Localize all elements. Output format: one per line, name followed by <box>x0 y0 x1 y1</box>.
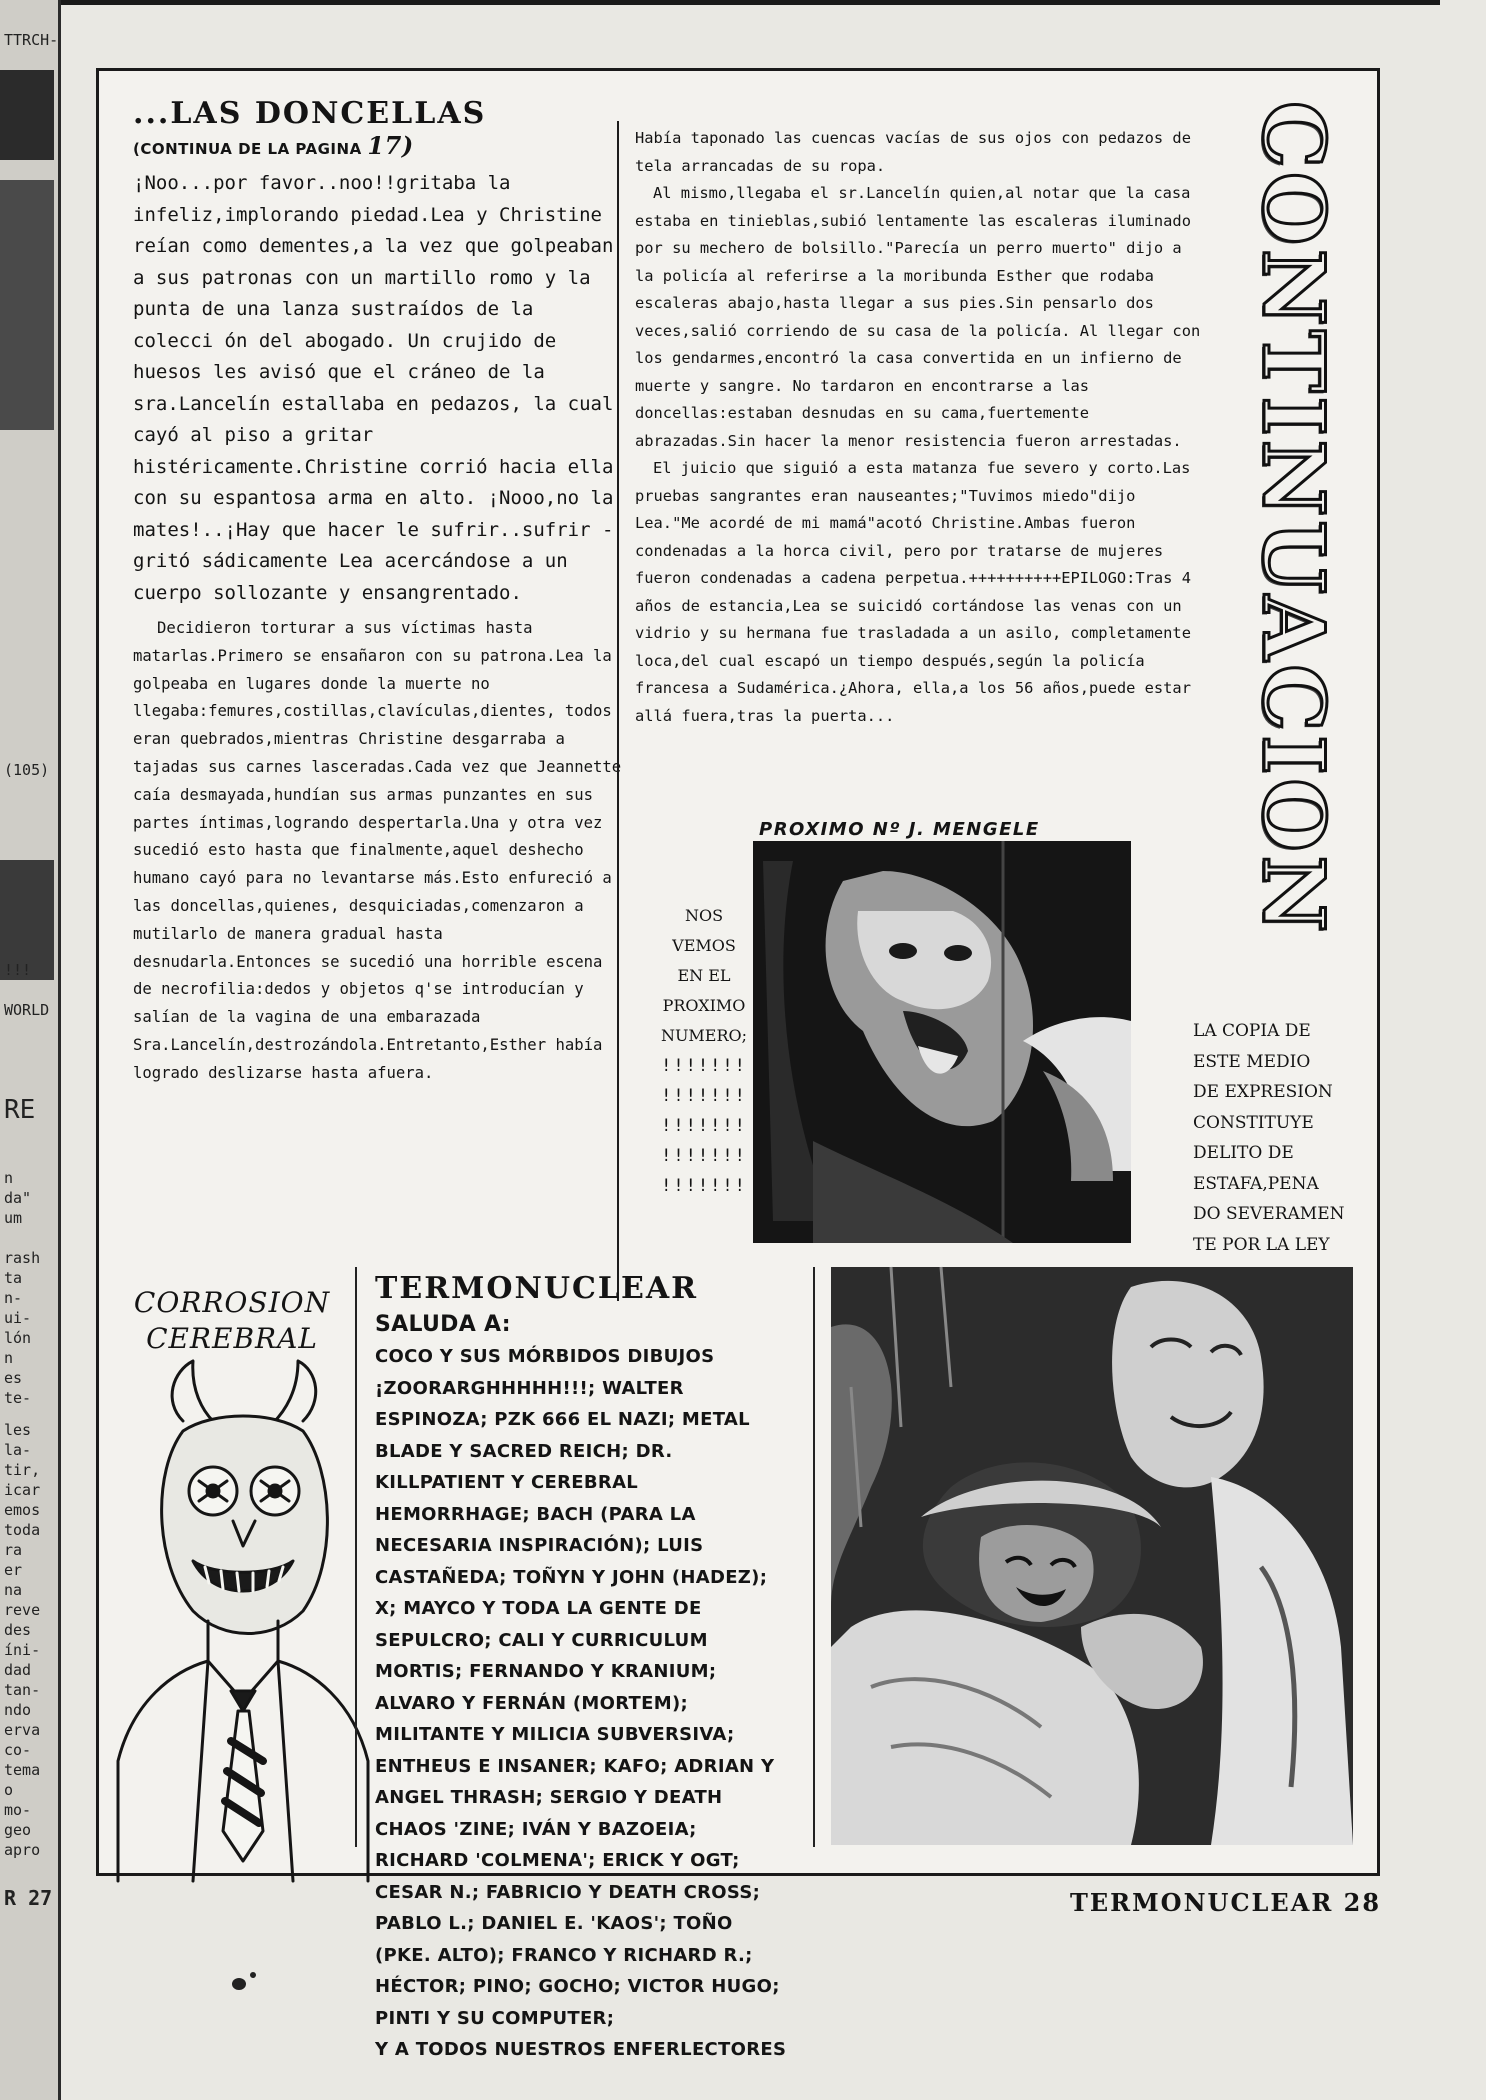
bleed-fragment: tir, <box>4 1461 41 1479</box>
horror-photo-art <box>753 841 1131 1243</box>
demon-cartoon-drawing <box>113 1361 373 1881</box>
bleed-fragment: es <box>4 1369 23 1387</box>
exclamation-bars: !!!!!!! <box>661 1116 747 1136</box>
bleed-fragment: apro <box>4 1841 41 1859</box>
bleed-fragment: mo- <box>4 1801 32 1819</box>
exclamation-bars: !!!!!!! <box>661 1086 747 1106</box>
bleed-fragment: n <box>4 1349 14 1367</box>
demon-cartoon <box>113 1361 373 1881</box>
bleed-fragment: la- <box>4 1441 32 1459</box>
bleed-fragment: um <box>4 1209 23 1227</box>
bleed-fragment: ta <box>4 1269 23 1287</box>
bleed-fragment: er <box>4 1561 23 1579</box>
greetings-title: TERMONUCLEAR <box>375 1271 699 1306</box>
see-you-next-issue <box>629 901 779 1201</box>
bleed-fragment: na <box>4 1581 23 1599</box>
bleed-fragment: WORLD <box>4 1001 50 1019</box>
notice-line: TE POR LA LEY <box>1193 1234 1330 1255</box>
bleed-fragment: te- <box>4 1389 32 1407</box>
bleed-fragment: lón <box>4 1329 32 1347</box>
see-you-line: VEMOS <box>672 936 736 955</box>
bleed-fragment: RE <box>4 1095 36 1125</box>
bleed-fragment: dad <box>4 1661 32 1679</box>
top-edge-line <box>60 0 1440 5</box>
copy-warning-notice <box>1193 1016 1363 1260</box>
bleed-fragment: ui- <box>4 1309 32 1327</box>
column-divider <box>617 121 619 1301</box>
bleed-fragment: TTRCH- <box>4 31 59 49</box>
page-footer: TERMONUCLEAR 28 <box>1070 1888 1382 1917</box>
notice-line: LA COPIA DE <box>1193 1021 1311 1041</box>
notice-line: DO SEVERAMEN <box>1193 1204 1345 1224</box>
bleed-fragment: ndo <box>4 1701 32 1719</box>
notice-line: ESTAFA,PENA <box>1193 1173 1319 1194</box>
bleed-fragment: ra <box>4 1541 23 1559</box>
ink-speck <box>232 1978 246 1990</box>
continued-label: (CONTINUA DE LA PAGINA <box>133 140 362 158</box>
corrosion-line: CORROSION <box>133 1286 331 1319</box>
next-issue-caption: PROXIMO Nº J. MENGELE <box>759 819 1040 840</box>
bleed-fragment: icar <box>4 1481 41 1499</box>
greetings-box <box>355 1267 815 2060</box>
story-right-column <box>635 125 1207 845</box>
bleed-fragment: o <box>4 1781 14 1799</box>
bleed-fragment: R 27 <box>4 1886 53 1910</box>
story-heading: ...LAS DONCELLAS <box>133 96 487 131</box>
exclamation-bars: !!!!!!! <box>661 1176 747 1196</box>
vertical-title-text: CONTINUACION <box>1244 101 1343 937</box>
see-you-line: NOS <box>684 906 724 925</box>
ink-speck <box>250 1972 256 1978</box>
notice-line: ESTE MEDIO <box>1193 1051 1311 1072</box>
exclamation-bars: !!!!!!! <box>661 1056 747 1076</box>
story-paragraph: ¡Noo...por favor..noo!!gritaba la infeliz,implorando piedad.Lea y Christine reían como dementes,a la vez que golpeaban a sus patronas con un martillo romo y la punta de una lanza sustraídos de la colecci ón del abogado. Un crujido de huesos les avisó que el cráneo de la sra.Lancelín estallaba en pedazos, la cual cayó al piso a gritar histéricamente.Christine corrió hacia ella con su espantosa arma en alto. ¡Nooo,no la mates!..¡Hay que hacer le sufrir..sufrir -gritó sádicamente Lea acercándose a un cuerpo sollozante y ensangrentado. <box>133 172 614 604</box>
story-paragraph: Al mismo,llegaba el sr.Lancelín quien,al notar que la casa estaba en tinieblas,subió lentamente las escaleras iluminado por su mechero de bolsillo."Parecía un perro muerto" dijo a la policía al referirse a la moribunda Esther que rodaba escaleras abajo,hasta llegar a sus pies.Sin pensarlo dos veces,salió corriendo de su casa de la policía. Al llegar con los gendarmes,encontró la casa convertida en un infierno de muerte y sangre. No tardaron en encontrarse a las doncellas:estaban desnudas en su cama,fuertemente abrazadas.Sin hacer la menor resistencia fueron arrestadas. <box>635 184 1201 450</box>
bleed-fragment: da" <box>4 1189 32 1207</box>
notice-line: DELITO DE <box>1193 1143 1294 1163</box>
see-you-line: EN EL <box>677 966 731 985</box>
previous-page-bleed <box>0 0 61 2100</box>
bleed-fragment: tema <box>4 1761 41 1779</box>
see-you-line: NUMERO; <box>660 1026 748 1045</box>
bleed-fragment: toda <box>4 1521 41 1539</box>
bleed-fragment: des <box>4 1621 32 1639</box>
bleed-fragment: emos <box>4 1501 41 1519</box>
story-left-column <box>133 91 623 1271</box>
bleed-black-block <box>0 180 54 430</box>
story-paragraph: El juicio que siguió a esta matanza fue severo y corto.Las pruebas sangrantes eran nauseantes;"Tuvimos miedo"dijo Lea."Me acordé de mi mamá"acotó Christine.Ambas fueron condenadas a la horca civil, pero por tratarse de mujeres fueron condenadas a cadena perpetua.++++++++++EPILOGO:Tras 4 años de estancia,Lea se suicidó cortándose las venas con un vidrio y su hermana fue trasladada a un asilo, completamente loca,del cual escapó un tiempo después,según la policía francesa a Sudamérica.¿Ahora, ella,a los 56 años,puede estar allá fuera,tras la puerta... <box>635 459 1191 725</box>
bleed-fragment: íni- <box>4 1641 41 1659</box>
continued-page-number: 17) <box>367 131 414 160</box>
bleed-fragment: tan- <box>4 1681 41 1699</box>
story-paragraph: Había taponado las cuencas vacías de sus ojos con pedazos de tela arrancadas de su ropa. <box>635 129 1191 175</box>
bleed-fragment: n- <box>4 1289 23 1307</box>
vertical-title <box>1243 101 1343 1001</box>
corrosion-cerebral-title <box>127 1285 337 1357</box>
bleed-fragment: reve <box>4 1601 41 1619</box>
greetings-closing: Y A TODOS NUESTROS ENFERLECTORES <box>375 2039 787 2060</box>
bleed-fragment: erva <box>4 1721 41 1739</box>
horror-photo-two-art <box>831 1267 1353 1845</box>
bleed-fragment: !!! <box>4 961 32 979</box>
story-paragraph: Decidieron torturar a sus víctimas hasta matarlas.Primero se ensañaron con su patrona.Lea la golpeaba en lugares donde la muerte no llegaba:femures,costillas,clavículas,dientes, todos eran quebrados,mientras Christine desgarraba a tajadas sus carnes lasceradas.Cada vez que Jeannette caía desmayada,hundían sus armas punzantes en sus partes íntimas,logrando despertarla.Una y otra vez sucedió esto hasta que finalmente,aquel deshecho humano cayó para no levantarse más.Esto enfureció a las doncellas,quienes, desquiciadas,comenzaron a mutilarlo de manera gradual hasta desnudarla.Entonces se sucedió una horrible escena de necrofilia:dedos y objetos q'se introducían y salían de la vagina de una embarazada Sra.Lancelín,destrozándola.Entretanto,Esther había logrado deslizarse hasta afuera. <box>133 619 622 1082</box>
horror-photo-two <box>831 1267 1353 1845</box>
bleed-fragment: co- <box>4 1741 32 1759</box>
greetings-title-suffix: SALUDA A: <box>375 1311 511 1337</box>
continued-note <box>133 133 623 162</box>
corrosion-line: CEREBRAL <box>146 1322 318 1355</box>
notice-line: CONSTITUYE <box>1193 1112 1314 1133</box>
bleed-black-block <box>0 70 54 160</box>
bleed-fragment: rash <box>4 1249 41 1267</box>
exclamation-bars: !!!!!!! <box>661 1146 747 1166</box>
see-you-line: PROXIMO <box>662 996 746 1015</box>
horror-photo <box>753 841 1131 1243</box>
bleed-fragment: les <box>4 1421 32 1439</box>
bleed-fragment: (105) <box>4 761 50 779</box>
bleed-fragment: n <box>4 1169 14 1187</box>
bleed-fragment: geo <box>4 1821 32 1839</box>
greetings-body: COCO Y SUS MÓRBIDOS DIBUJOS ¡ZOORARGHHHHH!!!; WALTER ESPINOZA; PZK 666 EL NAZI; METAL BLADE Y SACRED REICH; DR. KILLPATIENT Y CEREBRAL HEMORRHAGE; BACH (PARA LA NECESARIA INSPIRACIÓN); LUIS CASTAÑEDA; TOÑYN Y JOHN (HADEZ); X; MAYCO Y TODA LA GENTE DE SEPULCRO; CALI Y CURRICULUM MORTIS; FERNANDO Y KRANIUM; ALVARO Y FERNÁN (MORTEM); MILITANTE Y MILICIA SUBVERSIVA; ENTHEUS E INSANER; KAFO; ADRIAN Y ANGEL THRASH; SERGIO Y DEATH CHAOS 'ZINE; IVÁN Y BAZOEIA; RICHARD 'COLMENA'; ERICK Y OGT; CESAR N.; FABRICIO Y DEATH CROSS; PABLO L.; DANIEL E. 'KAOS'; TOÑO (PKE. ALTO); FRANCO Y RICHARD R.; HÉCTOR; PINO; GOCHO; VICTOR HUGO; PINTI Y SU COMPUTER; <box>375 1346 780 2029</box>
greetings-title-row <box>375 1273 795 1341</box>
notice-line: DE EXPRESION <box>1193 1082 1333 1102</box>
